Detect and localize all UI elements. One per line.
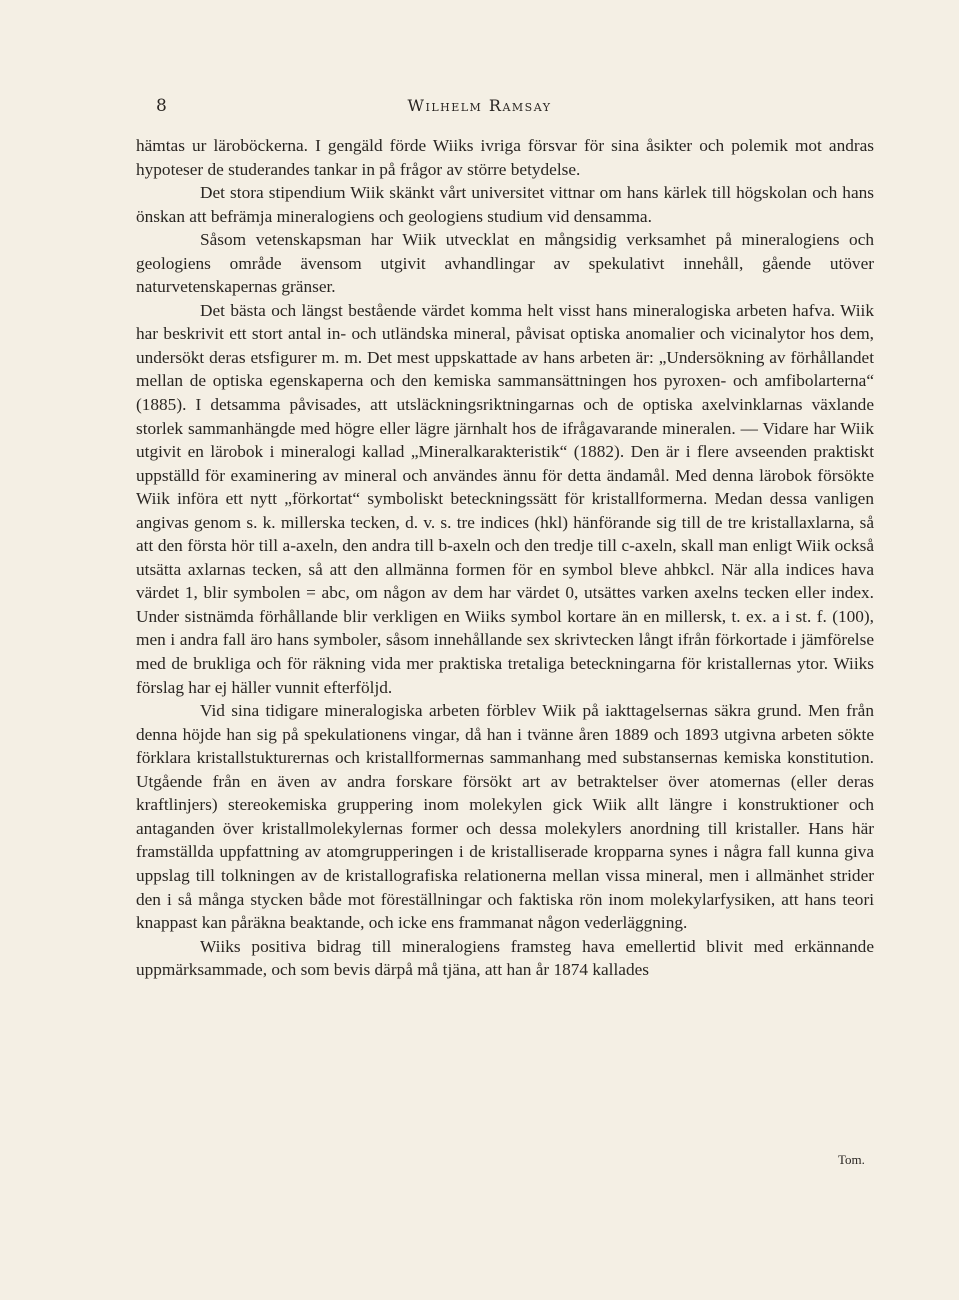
body-text xyxy=(136,134,874,982)
paragraph: Det bästa och längst bestående värdet komma helt visst hans mineralogiska arbeten hafva. Wiik har beskrivit ett stort antal in- och utländska mineral, påvisat optiska anomalier och vicinalytor hos dem, undersökt deras etsfigurer m. m. Det mest uppskattade av hans arbeten är: „Undersökning av förhållandet mellan de optiska egenskaperna och den kemiska sammansättningen hos pyroxen- och amfibolarterna“ (1885). I detsamma påvisades, att utsläckningsriktningarnas och de optiska axelvinklarnas växlande storlek sammanhängde med högre eller lägre järnhalt hos de ifrågavarande mineralen. — Vidare har Wiik utgivit en lärobok i mineralogi kallad „Mineralkarakteristik“ (1882). Den är i flere avseenden praktiskt uppställd för examinering av mineral och användes ännu för detta ändamål. Med denna lärobok försökte Wiik införa ett nytt „förkortat“ symboliskt beteckningssätt för kristallformerna. Medan dessa vanligen angivas genom s. k. millerska tecken, d. v. s. tre indices (hkl) hänförande sig till de tre kristallaxlarna, så att den första hör till a-axeln, den andra till b-axeln och den tredje till c-axeln, skall man enligt Wiik också utsätta axlarnas tecken, så att den allmänna formen för en symbol bleve ahbkcl. När alla indices hava värdet 1, blir symbolen = abc, om någon av dem har värdet 0, utsättes varken axelns tecken eller index. Under sistnämda förhållande blir verkligen en Wiiks symbol kortare än en millersk, t. ex. a i st. f. (100), men i andra fall äro hans symboler, såsom innehållande sex skrivtecken långt ifrån förkortade i jämförelse med de brukliga och för räkning vida mer praktiska tretaliga beteckningarna för kristallernas ytor. Wiiks förslag har ej häller vunnit efterföljd. xyxy=(136,300,874,697)
paragraph: Såsom vetenskapsman har Wiik utvecklat en mångsidig verksamhet på mineralogiens och geologiens område ävensom utgivit avhandlingar av spekulativt innehåll, gående utöver naturvetenskapernas gränser. xyxy=(136,230,874,297)
paragraph: Det stora stipendium Wiik skänkt vårt universitet vittnar om hans kärlek till högskolan och hans önskan att befrämja mineralogiens och geologiens studium vid densamma. xyxy=(136,183,874,226)
paragraph: Vid sina tidigare mineralogiska arbeten förblev Wiik på iakttagelsernas säkra grund. Men från denna höjde han sig på spekulationens vingar, då han i tvänne åren 1889 och 1893 utgivna arbeten sökte förklara kristallstukturernas och kristallformernas sammanhang med substansernas kemiska konstitution. Utgående från en även av andra forskare försökt art av betraktelser över atomernas (eller deras kraftlinjers) stereokemiska gruppering inom molekylen gick Wiik allt längre i konstruktioner och antaganden över kristallmolekylernas former och dessa molekylers anordning till kristaller. Hans här framställda uppfattning av atomgrupperingen i de kristalliserade kropparna synes i några fall kunna giva uppslag till tolkningen av de kristallografiska relationerna mellan vissa mineral, men i allmänhet strider den i så många stycken både mot föreställningar och faktiska rön inom molekylarfysiken, att hans teori knappast kan påräkna beaktande, och icke ens frammanat någon vederläggning. xyxy=(136,701,874,933)
page-number: 8 xyxy=(156,96,168,116)
catchword: Tom. xyxy=(838,1152,865,1167)
paragraph: Wiiks positiva bidrag till mineralogiens framsteg hava emellertid blivit med erkännande uppmärksammade, och som bevis därpå må tjäna, att han år 1874 kallades xyxy=(136,936,874,980)
paragraph: hämtas ur läroböckerna. I gengäld förde Wiiks ivriga försvar för sina åsikter och polemik mot andras hypoteser de studerandes tankar in på frågor av större betydelse. xyxy=(136,136,874,179)
page-header xyxy=(0,96,959,120)
running-head: Wilhelm Ramsay xyxy=(407,96,552,115)
